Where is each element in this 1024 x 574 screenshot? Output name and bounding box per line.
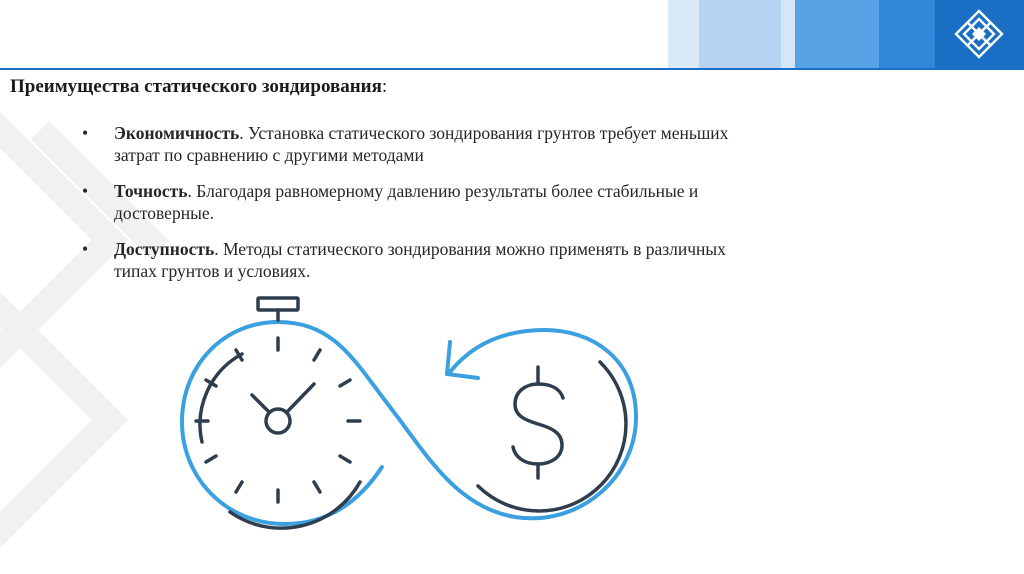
header-stripe (879, 0, 935, 70)
header-stripe (795, 0, 879, 70)
bullet-marker: • (82, 181, 89, 201)
time-money-illustration (170, 292, 650, 532)
logo (935, 0, 1024, 70)
header-band (0, 0, 1024, 70)
stopwatch-icon (191, 298, 365, 528)
infinity-loop-icon (182, 322, 636, 524)
header-stripe (781, 0, 795, 70)
bullet-term: Точность (114, 181, 188, 201)
bullet-text: . Благодаря равномерному давлению результаты более стабильные и достоверные. (114, 181, 699, 223)
advantages-list (80, 122, 770, 296)
header-stripe (699, 0, 781, 70)
bullet-term: Экономичность (114, 123, 240, 143)
university-emblem-icon (949, 5, 1009, 65)
slide-title: Преимущества статического зондирования: (10, 76, 388, 97)
bullet-marker: • (82, 239, 89, 259)
list-item (80, 122, 770, 166)
bullet-term: Доступность (114, 239, 215, 259)
bullet-text: . Методы статического зондирования можно применять в различных типах грунтов и условиях. (114, 239, 726, 281)
header-stripe (668, 0, 699, 70)
bullet-marker: • (82, 123, 89, 143)
list-item (80, 238, 770, 282)
bullet-text: . Установка статического зондирования грунтов требует меньших затрат по сравнению с другими методами (114, 123, 729, 165)
list-item (80, 180, 770, 224)
